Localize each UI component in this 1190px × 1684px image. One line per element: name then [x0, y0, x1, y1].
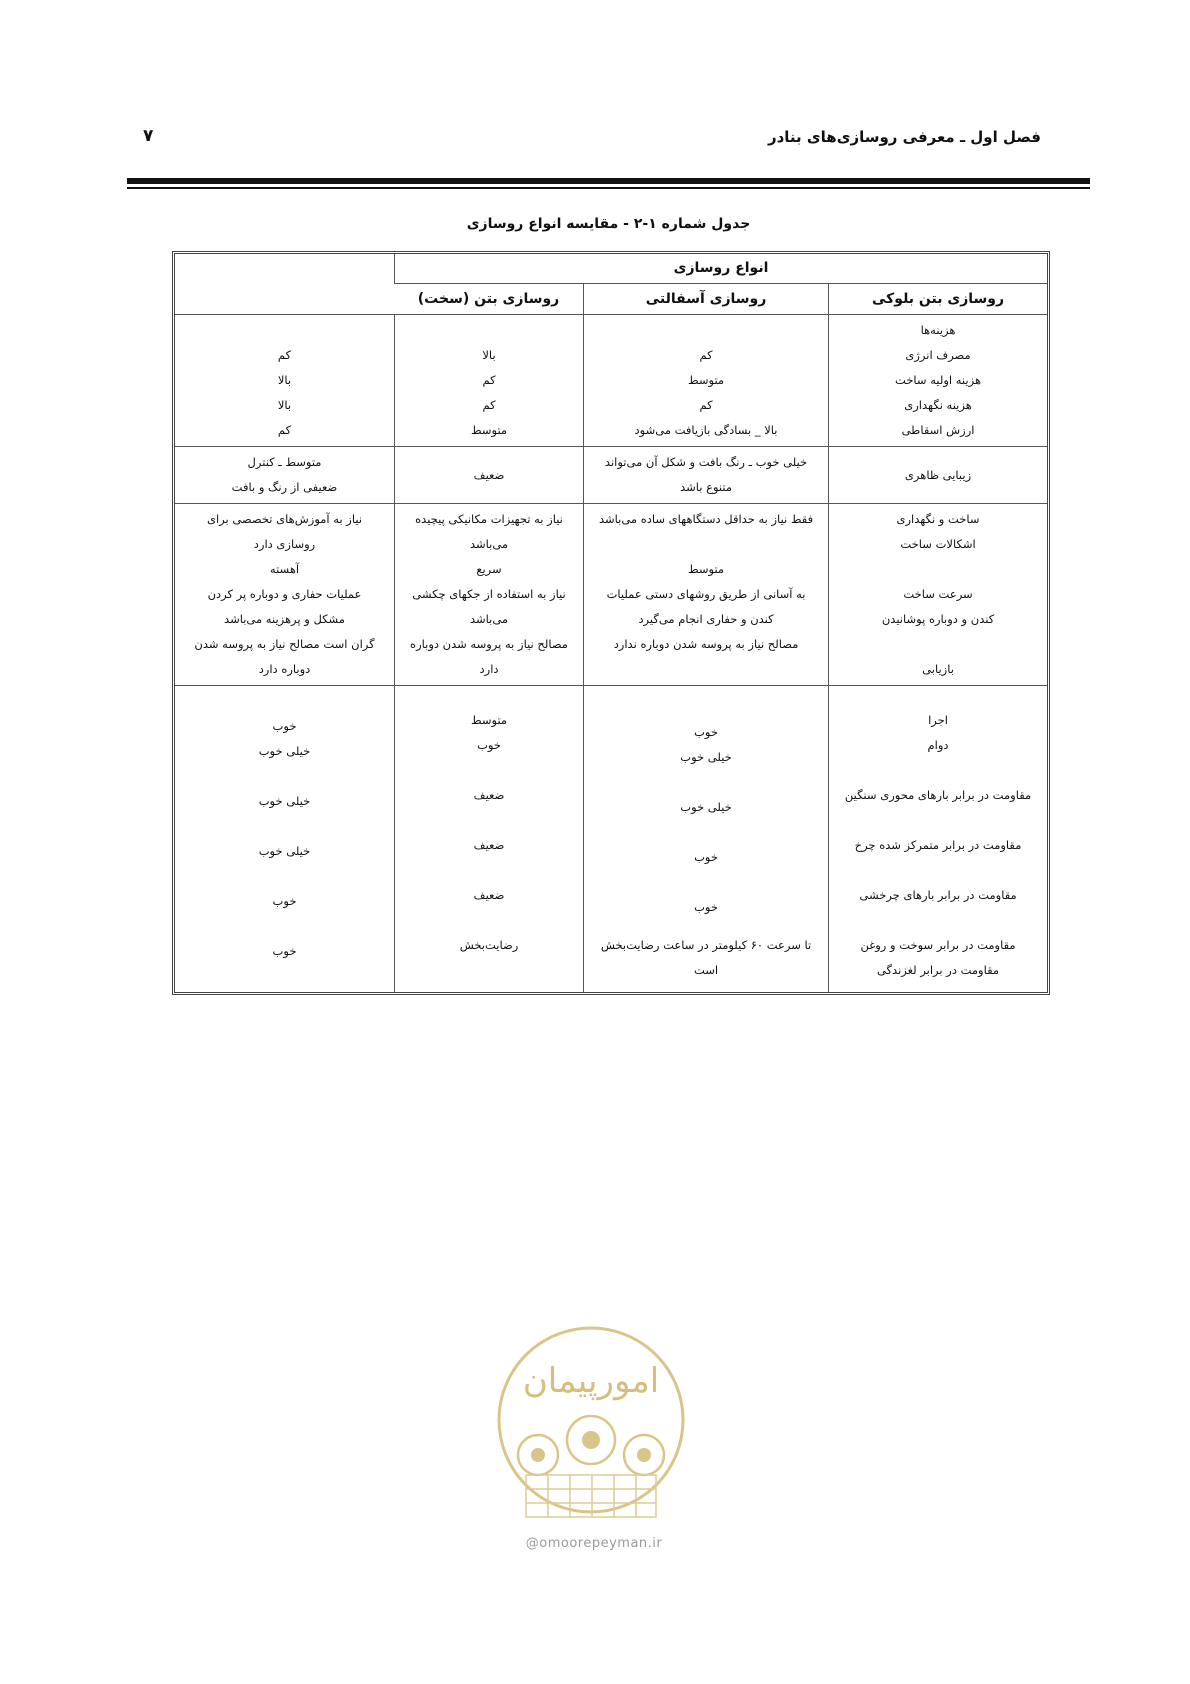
- asphalt-pavement-cell: ضعیف: [394, 447, 583, 504]
- watermark-logo: [491, 1320, 691, 1550]
- page-number: ۷: [143, 126, 154, 146]
- watermark-logo-text: امورپیمان: [522, 1361, 660, 1401]
- chapter-title: فصل اول ـ معرفی روسازی‌های بنادر: [767, 128, 1041, 146]
- criteria-header-cell: [175, 254, 394, 315]
- asphalt-pavement-cell: متوسط خوب ضعیف ضعیف ضعیف رضایت‌بخش: [394, 686, 583, 992]
- asphalt-pavement-cell: بالا کم کم متوسط: [394, 315, 583, 447]
- concrete-pavement-cell: متوسط ـ کنترل ضعیفی از رنگ و بافت: [175, 447, 394, 504]
- criteria-cell: زیبایی ظاهری: [828, 447, 1047, 504]
- asphalt-pavement-cell: نیاز به تجهیزات مکانیکی پیچیده می‌باشد سریع نیاز به استفاده از جکهای چکشی می‌باشد مصالح نیاز به پروسه شدن دوباره دارد: [394, 504, 583, 686]
- watermark-caption: @omoorepeyman.ir: [525, 1536, 663, 1551]
- table-row-performance: [175, 686, 1047, 992]
- block-pavement-cell: خیلی خوب ـ رنگ بافت و شکل آن می‌تواند متنوع باشد: [583, 447, 828, 504]
- table-row-costs: [175, 315, 1047, 447]
- column-header-block: روسازی بتن بلوکی: [828, 284, 1047, 315]
- table-row-construction: [175, 504, 1047, 686]
- pavement-comparison-table: [172, 251, 1050, 995]
- group-header: انواع روسازی: [394, 254, 1047, 284]
- column-header-concrete: روسازی بتن (سخت): [394, 284, 583, 315]
- block-pavement-cell: کم متوسط کم بالا _ بسادگی بازیافت می‌شود: [583, 315, 828, 447]
- header-rule-thin: [127, 187, 1090, 189]
- table-row-appearance: [175, 447, 1047, 504]
- criteria-cell: اجرا دوام مقاومت در برابر بارهای محوری سنگین مقاومت در برابر متمرکز شده چرخ مقاومت در برابر بارهای چرخشی مقاومت در برابر سوخت و روغن مقاومت در برابر لغزندگی: [828, 686, 1047, 992]
- concrete-pavement-cell: نیاز به آموزش‌های تخصصی برای روسازی دارد آهسته عملیات حفاری و دوباره پر کردن مشکل و پرهزینه می‌باشد گران است مصالح نیاز به پروسه شدن دوباره دارد: [175, 504, 394, 686]
- header-rule-thick: [127, 178, 1090, 184]
- criteria-cell: ساخت و نگهداری اشکالات ساخت سرعت ساخت کندن و دوباره پوشانیدن بازیابی: [828, 504, 1047, 686]
- concrete-pavement-cell: خوب خیلی خوب خیلی خوب خیلی خوب خوب خوب: [258, 719, 311, 958]
- column-header-asphalt: روسازی آسفالتی: [583, 284, 828, 315]
- criteria-cell: هزینه‌ها مصرف انرژی هزینه اولیه ساخت هزینه نگهداری ارزش اسقاطی: [828, 315, 1047, 447]
- block-pavement-cell: خوب خیلی خوب خیلی خوب خوب خوب تا سرعت ۶۰ کیلومتر در ساعت رضایت‌بخش است: [583, 686, 828, 992]
- concrete-pavement-cell: کم بالا بالا کم: [175, 315, 394, 447]
- block-pavement-cell: فقط نیاز به حداقل دستگاههای ساده می‌باشد متوسط به آسانی از طریق روشهای دستی عملیات کندن و حفاری انجام می‌گیرد مصالح نیاز به پروسه شدن دوباره ندارد: [583, 504, 828, 686]
- table-caption: جدول شماره ۱-۲ - مقایسه انواع روسازی: [466, 216, 751, 232]
